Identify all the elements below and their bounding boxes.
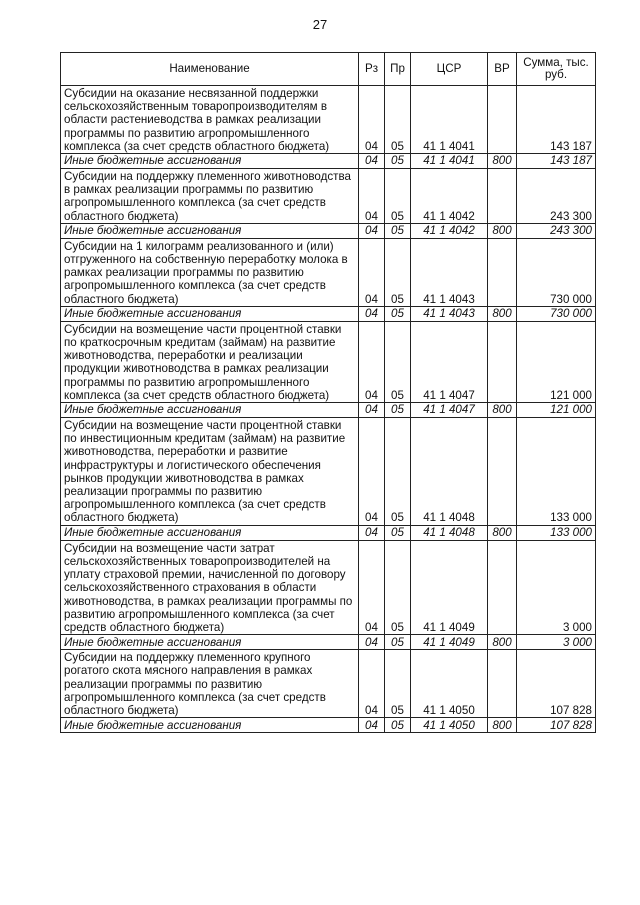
header-rz: Рз — [359, 53, 385, 86]
subrow-vr: 800 — [488, 525, 517, 540]
table-row — [61, 238, 596, 306]
row-pr: 05 — [385, 540, 411, 634]
subrow-name: Иные бюджетные ассигнования — [61, 223, 359, 238]
row-csr: 41 1 4042 — [411, 169, 488, 224]
row-sum: 107 828 — [517, 650, 596, 718]
row-rz: 04 — [359, 169, 385, 224]
table-subrow — [61, 223, 596, 238]
row-vr — [488, 321, 517, 402]
subrow-name: Иные бюджетные ассигнования — [61, 306, 359, 321]
header-name: Наименование — [61, 53, 359, 86]
table-subrow — [61, 306, 596, 321]
row-name: Субсидии на возмещение части процентной ставки по инвестиционным кредитам (займам) на развитие животноводства, переработки и развитие инфраструктуры и логистического обеспечения рынков продукции животноводства в рамках реализации программы по развитию агропромышленного комплекса (за счет средств областного бюджета) — [61, 418, 359, 526]
subrow-sum: 243 300 — [517, 223, 596, 238]
table-row — [61, 650, 596, 718]
subrow-pr: 05 — [385, 154, 411, 169]
subrow-rz: 04 — [359, 223, 385, 238]
row-rz: 04 — [359, 418, 385, 526]
row-pr: 05 — [385, 238, 411, 306]
subrow-pr: 05 — [385, 635, 411, 650]
subrow-vr: 800 — [488, 718, 517, 733]
table-header-row — [61, 53, 596, 86]
header-vr: ВР — [488, 53, 517, 86]
row-csr: 41 1 4041 — [411, 86, 488, 154]
table-row — [61, 418, 596, 526]
subrow-sum: 133 000 — [517, 525, 596, 540]
row-rz: 04 — [359, 321, 385, 402]
row-csr: 41 1 4048 — [411, 418, 488, 526]
row-rz: 04 — [359, 540, 385, 634]
subrow-pr: 05 — [385, 718, 411, 733]
subrow-csr: 41 1 4047 — [411, 403, 488, 418]
subrow-csr: 41 1 4041 — [411, 154, 488, 169]
table-subrow — [61, 718, 596, 733]
subrow-vr: 800 — [488, 306, 517, 321]
subrow-sum: 730 000 — [517, 306, 596, 321]
subrow-csr: 41 1 4050 — [411, 718, 488, 733]
row-name: Субсидии на оказание несвязанной поддержки сельскохозяйственным товаропроизводителям в области растениеводства в рамках реализации программы по развитию агропромышленного комплекса (за счет средств областного бюджета) — [61, 86, 359, 154]
header-csr: ЦСР — [411, 53, 488, 86]
subrow-name: Иные бюджетные ассигнования — [61, 718, 359, 733]
row-sum: 133 000 — [517, 418, 596, 526]
subrow-vr: 800 — [488, 635, 517, 650]
subrow-sum: 107 828 — [517, 718, 596, 733]
row-vr — [488, 86, 517, 154]
row-sum: 121 000 — [517, 321, 596, 402]
row-name: Субсидии на поддержку племенного крупного рогатого скота мясного направления в рамках реализации программы по развитию агропромышленного комплекса (за счет средств областного бюджета) — [61, 650, 359, 718]
row-vr — [488, 418, 517, 526]
row-sum: 730 000 — [517, 238, 596, 306]
row-name: Субсидии на возмещение части процентной ставки по краткосрочным кредитам (займам) на развитие животноводства, переработки и реализации продукции животноводства в рамках реализации программы по развитию агропромышленного комплекса (за счет средств областного бюджета) — [61, 321, 359, 402]
table-subrow — [61, 403, 596, 418]
subrow-rz: 04 — [359, 718, 385, 733]
row-rz: 04 — [359, 650, 385, 718]
subrow-csr: 41 1 4043 — [411, 306, 488, 321]
row-pr: 05 — [385, 650, 411, 718]
row-csr: 41 1 4049 — [411, 540, 488, 634]
row-csr: 41 1 4047 — [411, 321, 488, 402]
row-pr: 05 — [385, 321, 411, 402]
subrow-name: Иные бюджетные ассигнования — [61, 154, 359, 169]
subrow-rz: 04 — [359, 306, 385, 321]
subrow-vr: 800 — [488, 223, 517, 238]
header-pr: Пр — [385, 53, 411, 86]
table-row — [61, 321, 596, 402]
subrow-rz: 04 — [359, 403, 385, 418]
subrow-csr: 41 1 4048 — [411, 525, 488, 540]
row-csr: 41 1 4043 — [411, 238, 488, 306]
table-subrow — [61, 635, 596, 650]
row-pr: 05 — [385, 86, 411, 154]
row-sum: 143 187 — [517, 86, 596, 154]
row-vr — [488, 169, 517, 224]
subrow-pr: 05 — [385, 306, 411, 321]
row-pr: 05 — [385, 169, 411, 224]
table-row — [61, 169, 596, 224]
table-subrow — [61, 154, 596, 169]
subrow-name: Иные бюджетные ассигнования — [61, 525, 359, 540]
subrow-rz: 04 — [359, 154, 385, 169]
header-sum: Сумма, тыс. руб. — [517, 53, 596, 86]
subrow-sum: 121 000 — [517, 403, 596, 418]
row-rz: 04 — [359, 86, 385, 154]
row-name: Субсидии на поддержку племенного животноводства в рамках реализации программы по развитию агропромышленного комплекса (за счет средств областного бюджета) — [61, 169, 359, 224]
subrow-sum: 3 000 — [517, 635, 596, 650]
row-vr — [488, 238, 517, 306]
subrow-rz: 04 — [359, 525, 385, 540]
row-pr: 05 — [385, 418, 411, 526]
subrow-vr: 800 — [488, 403, 517, 418]
subrow-pr: 05 — [385, 223, 411, 238]
subrow-sum: 143 187 — [517, 154, 596, 169]
subrow-name: Иные бюджетные ассигнования — [61, 635, 359, 650]
row-sum: 243 300 — [517, 169, 596, 224]
budget-table — [60, 52, 596, 733]
row-rz: 04 — [359, 238, 385, 306]
subrow-pr: 05 — [385, 403, 411, 418]
row-vr — [488, 650, 517, 718]
subrow-vr: 800 — [488, 154, 517, 169]
subrow-name: Иные бюджетные ассигнования — [61, 403, 359, 418]
table-subrow — [61, 525, 596, 540]
subrow-csr: 41 1 4042 — [411, 223, 488, 238]
row-name: Субсидии на 1 килограмм реализованного и (или) отгруженного на собственную переработку молока в рамках реализации программы по развитию агропромышленного комплекса (за счет средств областного бюджета) — [61, 238, 359, 306]
subrow-rz: 04 — [359, 635, 385, 650]
row-vr — [488, 540, 517, 634]
table-row — [61, 540, 596, 634]
row-csr: 41 1 4050 — [411, 650, 488, 718]
subrow-csr: 41 1 4049 — [411, 635, 488, 650]
subrow-pr: 05 — [385, 525, 411, 540]
row-sum: 3 000 — [517, 540, 596, 634]
page-number: 27 — [312, 17, 328, 32]
table-row — [61, 86, 596, 154]
row-name: Субсидии на возмещение части затрат сельскохозяйственных товаропроизводителей на уплату страховой премии, начисленной по договору сельскохозяйственного страхования в области животноводства, в рамках реализации программы по развитию агропромышленного комплекса (за счет средств областного бюджета) — [61, 540, 359, 634]
